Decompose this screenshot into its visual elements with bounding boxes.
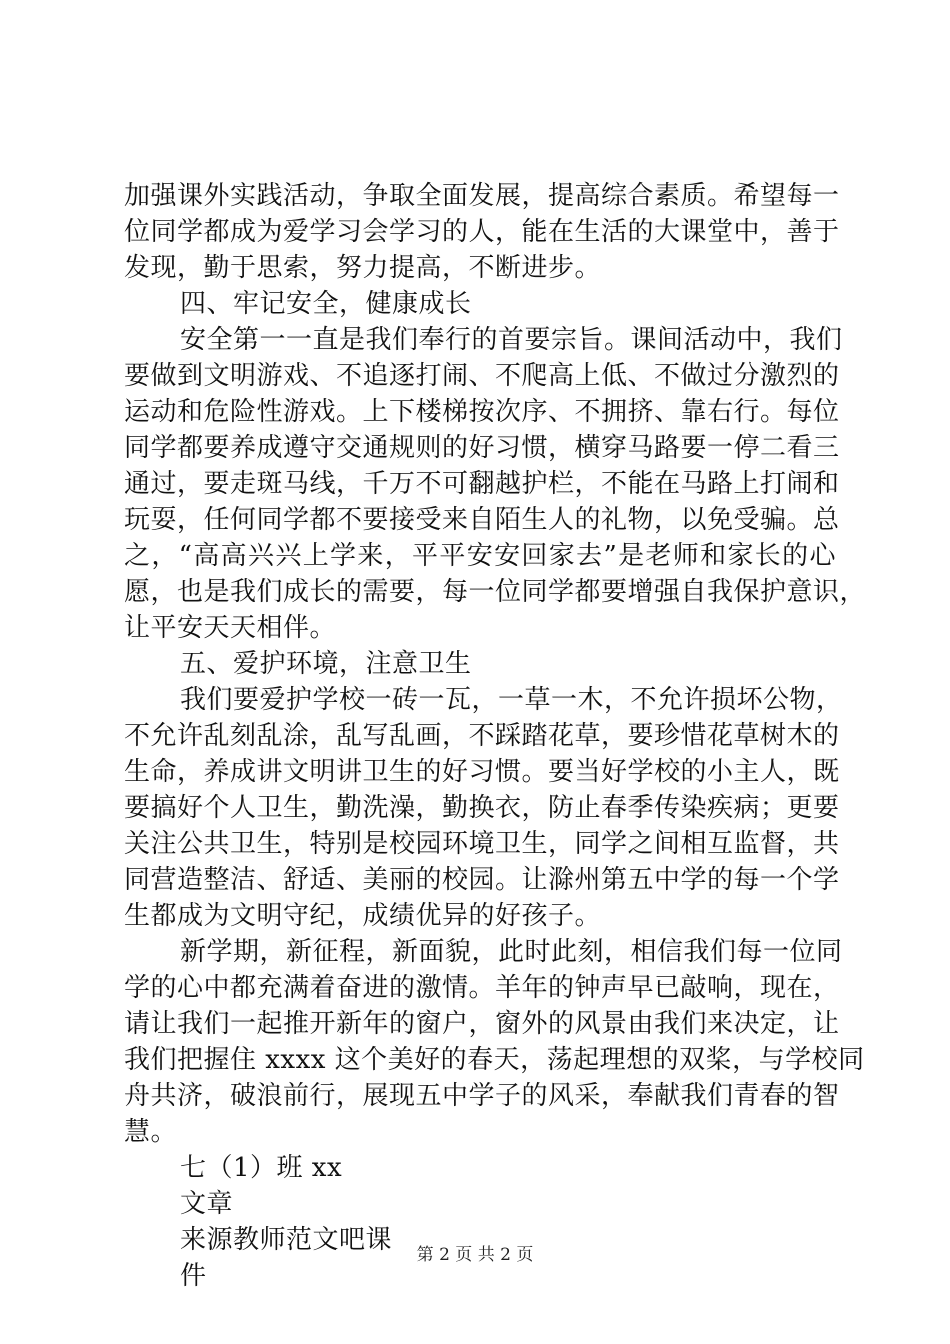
source-note: 件 [180, 1261, 207, 1291]
text-line: 愿，也是我们成长的需要，每一位同学都要增强自我保护意识， [124, 577, 867, 607]
text-line: 新学期，新征程，新面貌，此时此刻，相信我们每一位同 [180, 937, 843, 967]
text-line: 我们要爱护学校一砖一瓦，一草一木，不允许损坏公物， [180, 685, 843, 715]
text-line: 玩耍，任何同学都不要接受来自陌生人的礼物，以免受骗。总 [124, 505, 840, 535]
text-line: 请让我们一起推开新年的窗户，窗外的风景由我们来决定，让 [124, 1009, 840, 1039]
source-note: 来源教师范文吧课 [180, 1225, 393, 1255]
text-line: 我们把握住 xxxx 这个美好的春天，荡起理想的双桨，与学校同 [124, 1045, 865, 1075]
text-line: 同学都要养成遵守交通规则的好习惯，横穿马路要一停二看三 [124, 433, 840, 463]
section-heading: 五、爱护环境，注意卫生 [180, 649, 472, 679]
text-line: 加强课外实践活动，争取全面发展，提高综合素质。希望每一 [124, 181, 840, 211]
text-line: 通过，要走斑马线，千万不可翻越护栏，不能在马路上打闹和 [124, 469, 840, 499]
section-heading: 四、牢记安全，健康成长 [180, 289, 472, 319]
page-number-footer: 第 2 页 共 2 页 [416, 1245, 534, 1265]
text-line: 位同学都成为爱学习会学习的人，能在生活的大课堂中，善于 [124, 217, 840, 247]
text-line: 关注公共卫生，特别是校园环境卫生，同学之间相互监督，共 [124, 829, 840, 859]
text-line: 同营造整洁、舒适、美丽的校园。让滁州第五中学的每一个学 [124, 865, 840, 895]
text-line: 要做到文明游戏、不追逐打闹、不爬高上低、不做过分激烈的 [124, 361, 840, 391]
text-line: 运动和危险性游戏。上下楼梯按次序、不拥挤、靠右行。每位 [124, 397, 840, 427]
text-line: 让平安天天相伴。 [124, 613, 337, 643]
text-line: 学的心中都充满着奋进的激情。羊年的钟声早已敲响，现在， [124, 973, 840, 1003]
text-line: 不允许乱刻乱涂，乱写乱画，不踩踏花草，要珍惜花草树木的 [124, 721, 840, 751]
document-body [124, 178, 867, 1294]
text-line: 生命，养成讲文明讲卫生的好习惯。要当好学校的小主人，既 [124, 757, 840, 787]
text-line: 发现，勤于思索，努力提高，不断进步。 [124, 253, 602, 283]
signature-class: 七（1）班 xx [180, 1153, 343, 1183]
source-note: 文章 [180, 1189, 234, 1219]
text-line: 生都成为文明守纪，成绩优异的好孩子。 [124, 901, 602, 931]
text-line: 安全第一一直是我们奉行的首要宗旨。课间活动中，我们 [180, 325, 843, 355]
text-line: 要搞好个人卫生，勤洗澡，勤换衣，防止春季传染疾病；更要 [124, 793, 840, 823]
text-line: 舟共济，破浪前行，展现五中学子的风采，奉献我们青春的智 [124, 1081, 840, 1111]
text-line: 之，“高高兴兴上学来，平平安安回家去”是老师和家长的心 [124, 541, 836, 571]
text-line: 慧。 [124, 1117, 178, 1147]
